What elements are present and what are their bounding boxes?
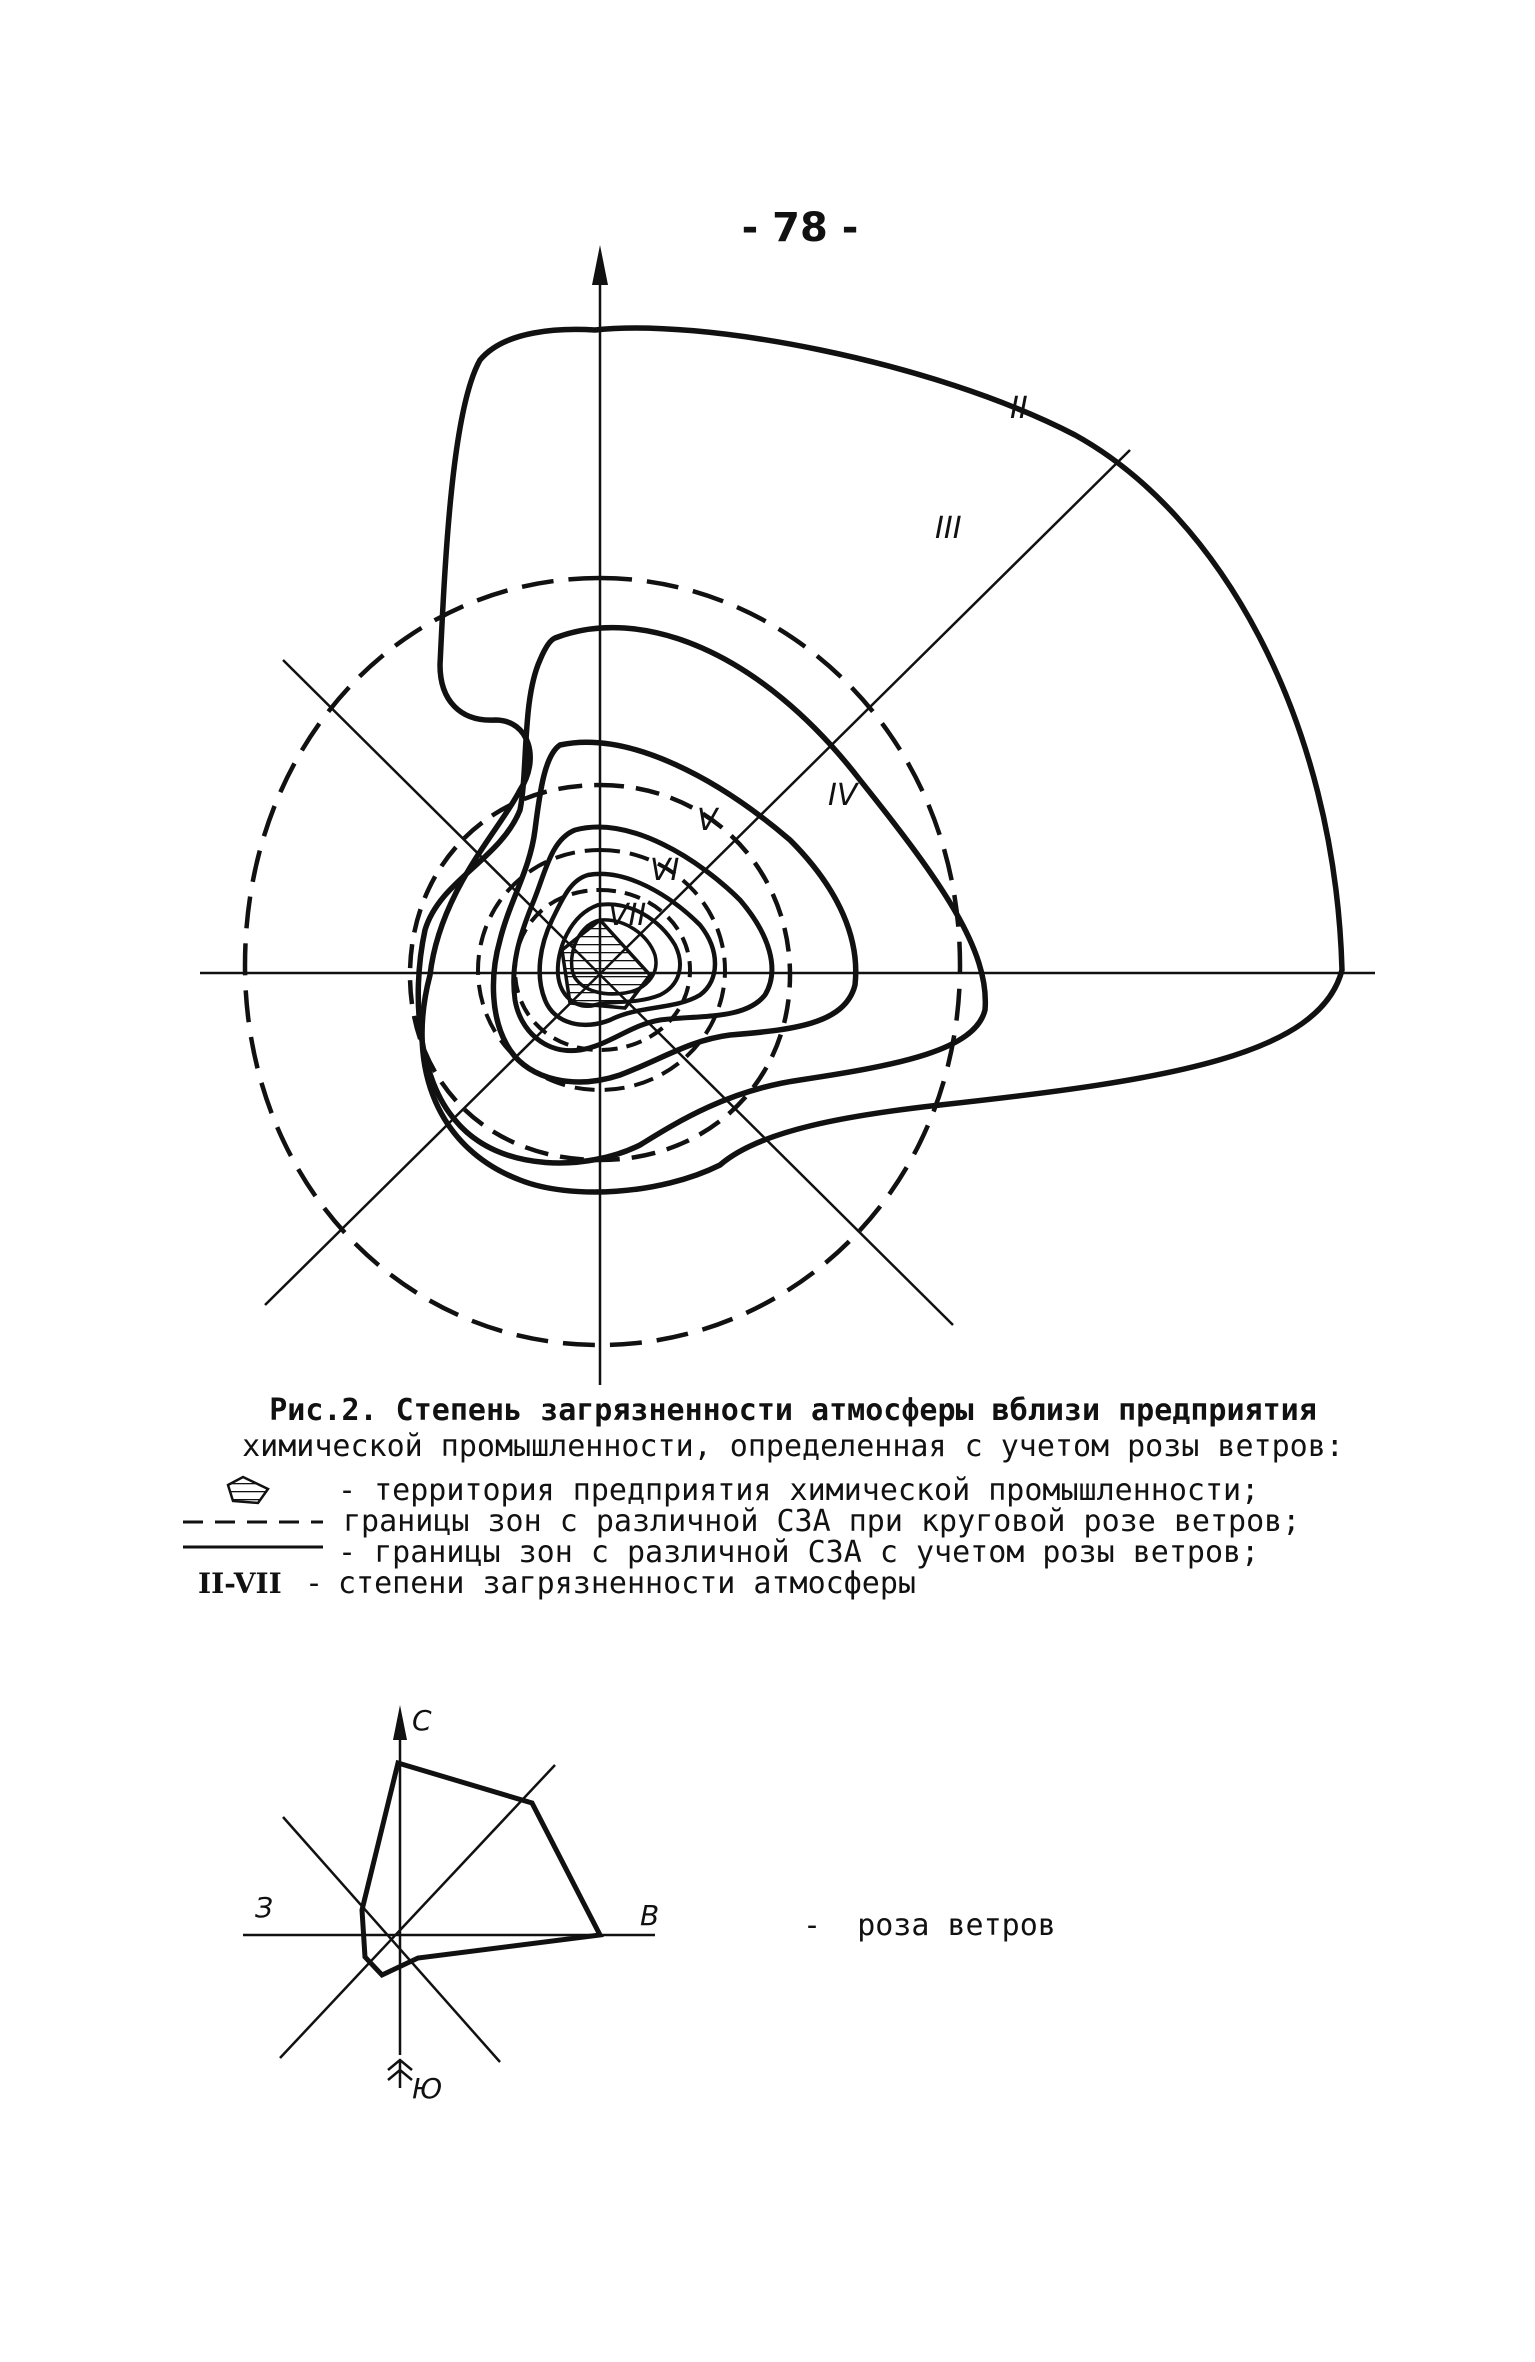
rose-label-south: Ю — [412, 2072, 443, 2105]
rose-north-arrow-icon — [393, 1705, 407, 1740]
rose-label-west: З — [255, 1891, 273, 1924]
rose-diagonal-1 — [280, 1765, 555, 2058]
rose-label-east: В — [640, 1899, 660, 1932]
figure-caption — [178, 1393, 1408, 1465]
legend-item-circular-rose — [178, 1506, 1428, 1537]
hatched-polygon-icon — [178, 1475, 328, 1506]
legend-item-wind-rose — [178, 1537, 1428, 1568]
zone-label-VII: VII — [608, 898, 647, 933]
zone-III-boundary — [418, 628, 985, 1163]
roman-range-label: II-VII — [198, 1567, 282, 1600]
axes — [200, 245, 1375, 1385]
legend-dash: - — [305, 1566, 324, 1601]
zone-label-V: V — [697, 803, 718, 838]
legend — [178, 1475, 1428, 1599]
zone-IV-boundary — [493, 742, 855, 1082]
caption-title: Рис.2. Степень загрязненности атмосферы вблизи предприятия — [269, 1393, 1317, 1428]
north-arrow-icon — [592, 245, 608, 285]
zone-II-boundary — [422, 328, 1342, 1192]
legend-text-degrees: степени загрязненности атмосферы — [338, 1566, 916, 1601]
page-number: - 78 - — [741, 205, 859, 251]
wind-rose-caption — [803, 1908, 1056, 1943]
rose-caption-text: роза ветров — [857, 1908, 1056, 1943]
legend-item-territory — [178, 1475, 1428, 1506]
legend-text-wind-rose: - границы зон с различной СЗА с учетом розы ветров; — [338, 1535, 1260, 1570]
rose-diagonal-2 — [283, 1817, 500, 2062]
south-tail-icon — [388, 2060, 412, 2088]
legend-item-degrees — [178, 1568, 1428, 1599]
caption-subtitle: химической промышленности, определенная с учетом розы ветров: — [242, 1429, 1344, 1464]
wind-rose-polygon — [362, 1763, 600, 1975]
zone-label-II: II — [1010, 391, 1028, 426]
legend-text-circular-rose: границы зон с различной СЗА при круговой розе ветров; — [343, 1504, 1301, 1539]
zone-label-III: III — [935, 511, 962, 546]
solid-line-icon — [178, 1537, 328, 1568]
wind-rose-diagram — [243, 1704, 659, 2105]
rose-caption-dash: - — [803, 1908, 858, 1943]
rose-label-north: С — [412, 1704, 432, 1737]
zone-label-IV: IV — [828, 778, 858, 813]
legend-text-territory: - территория предприятия химической промышленности; — [338, 1473, 1260, 1508]
dashed-line-icon — [178, 1506, 328, 1537]
zone-label-VI: VI — [650, 853, 680, 888]
